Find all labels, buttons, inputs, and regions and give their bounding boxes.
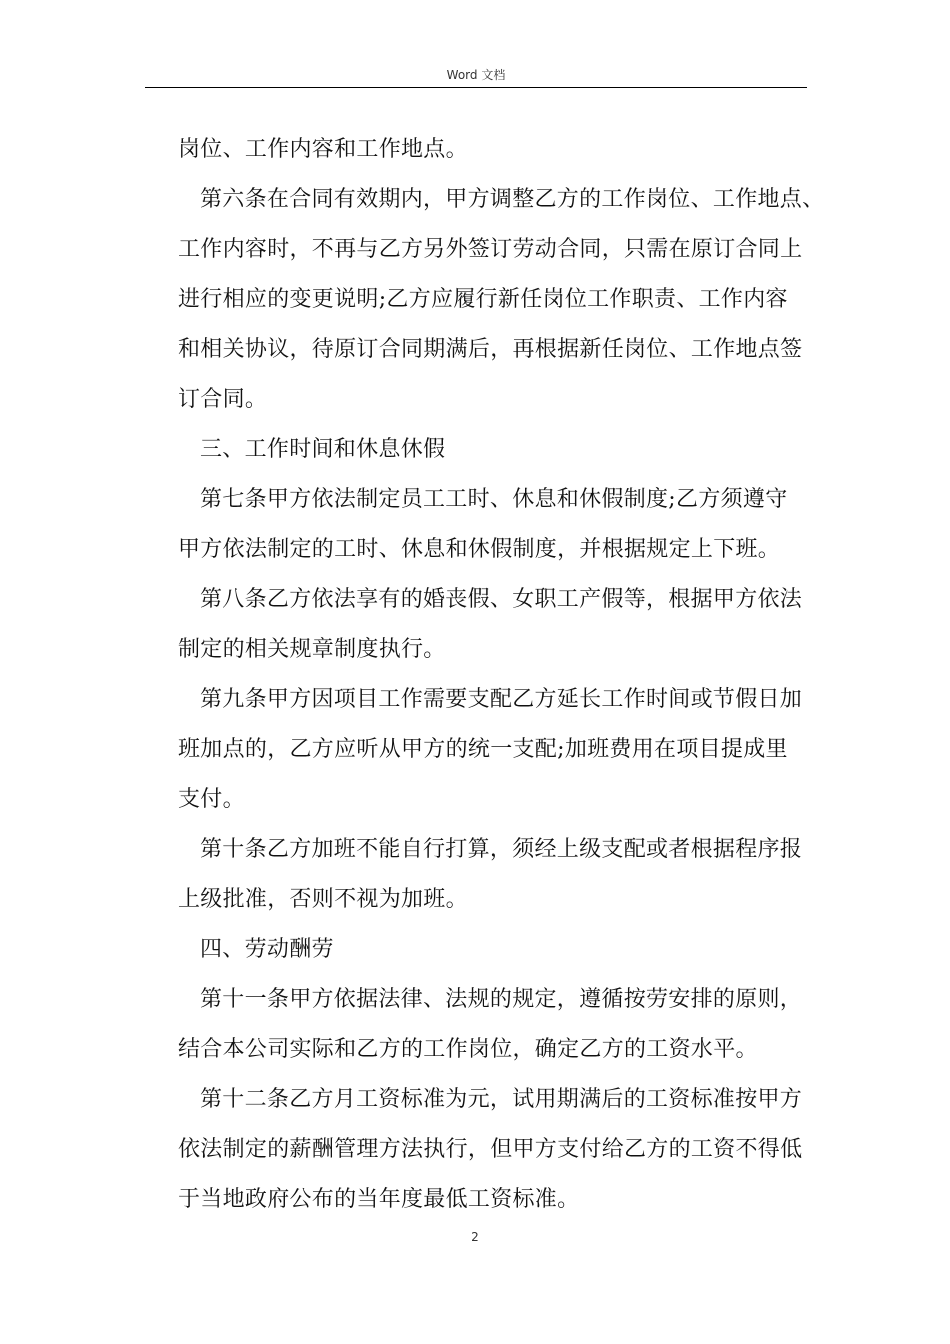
body-line: 班加点的，乙方应听从甲方的统一支配;加班费用在项目提成里 [178, 737, 788, 762]
body-line: 第十条乙方加班不能自行打算，须经上级支配或者根据程序报 [200, 837, 803, 862]
body-line: 结合本公司实际和乙方的工作岗位，确定乙方的工资水平。 [178, 1037, 758, 1062]
body-line: 和相关协议，待原订合同期满后，再根据新任岗位、工作地点签 [178, 337, 803, 362]
body-line: 第七条甲方依法制定员工工时、休息和休假制度;乙方须遵守 [200, 487, 788, 512]
page-number: 2 [471, 1230, 479, 1244]
body-line: 第八条乙方依法享有的婚丧假、女职工产假等，根据甲方依法 [200, 587, 803, 612]
section-heading: 三、工作时间和休息休假 [200, 437, 446, 462]
section-heading: 四、劳动酬劳 [200, 937, 334, 962]
body-line: 第九条甲方因项目工作需要支配乙方延长工作时间或节假日加 [200, 687, 803, 712]
header-divider [145, 87, 807, 88]
body-line: 支付。 [178, 787, 245, 812]
body-line: 甲方依法制定的工时、休息和休假制度，并根据规定上下班。 [178, 537, 781, 562]
body-line: 进行相应的变更说明;乙方应履行新任岗位工作职责、工作内容 [178, 287, 788, 312]
body-line: 上级批准，否则不视为加班。 [178, 887, 468, 912]
body-line: 依法制定的薪酬管理方法执行，但甲方支付给乙方的工资不得低 [178, 1137, 803, 1162]
body-line: 岗位、工作内容和工作地点。 [178, 137, 468, 162]
body-line: 第六条在合同有效期内，甲方调整乙方的工作岗位、工作地点、 [200, 187, 825, 212]
body-line: 制定的相关规章制度执行。 [178, 637, 446, 662]
body-line: 工作内容时，不再与乙方另外签订劳动合同，只需在原订合同上 [178, 237, 803, 262]
body-line: 第十二条乙方月工资标准为元，试用期满后的工资标准按甲方 [200, 1087, 803, 1112]
body-line: 第十一条甲方依据法律、法规的规定，遵循按劳安排的原则， [200, 987, 803, 1012]
body-line: 于当地政府公布的当年度最低工资标准。 [178, 1187, 580, 1212]
page-header: Word 文档 [446, 68, 506, 82]
body-line: 订合同。 [178, 387, 268, 412]
